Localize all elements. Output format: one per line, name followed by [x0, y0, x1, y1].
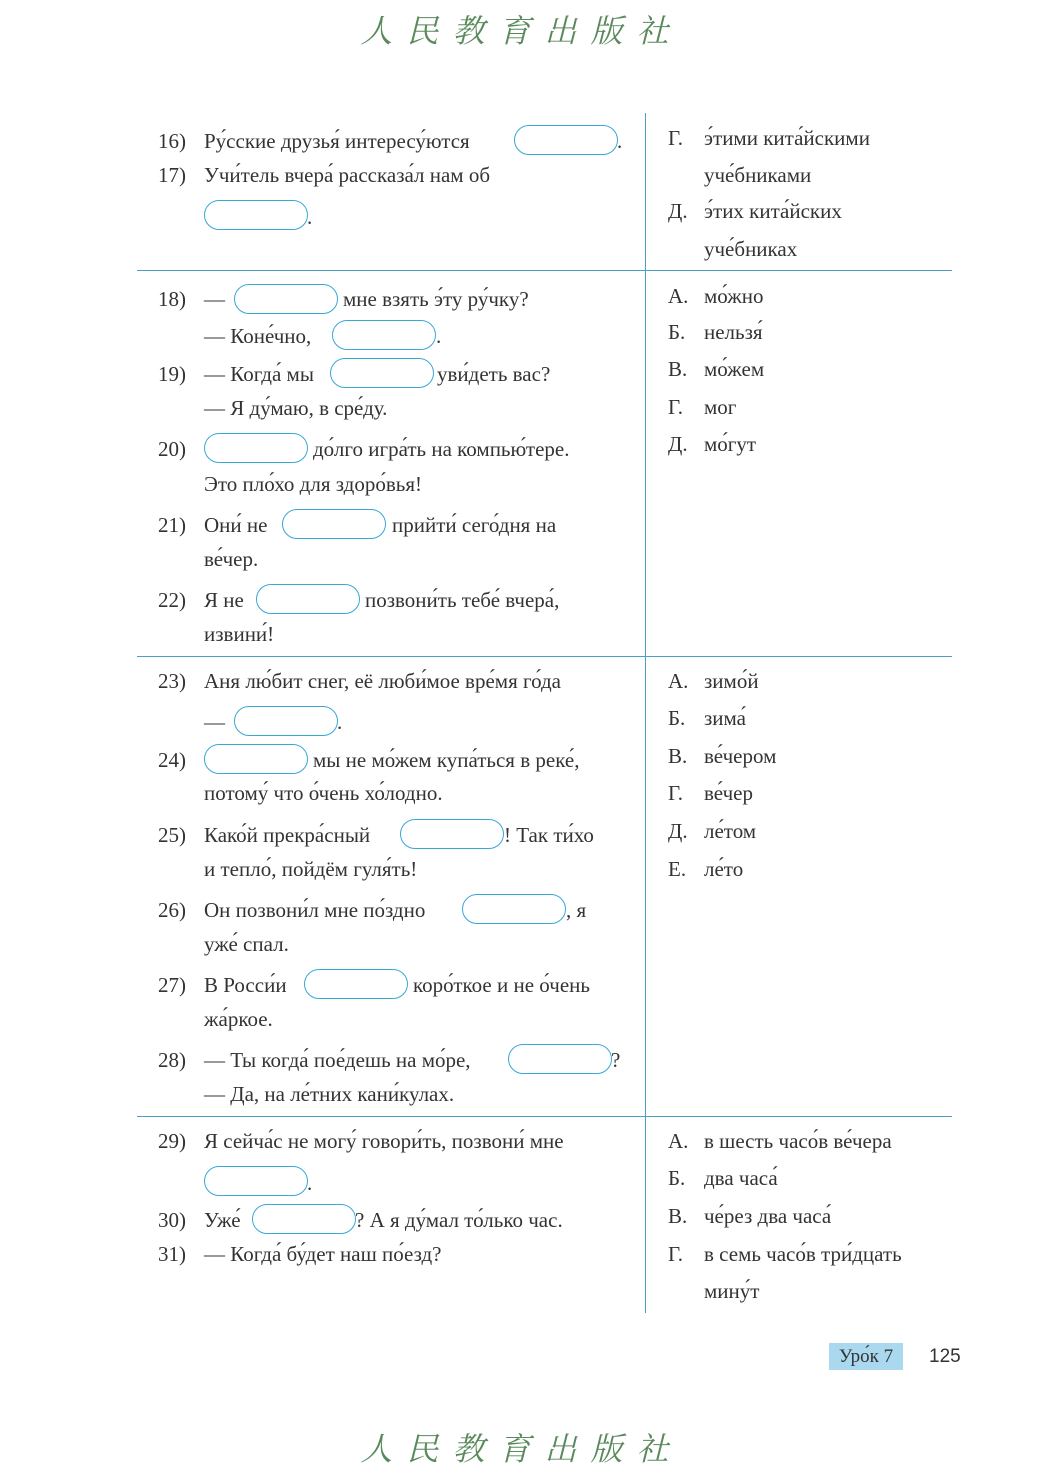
- option-text: зимо́й: [704, 669, 759, 693]
- option-letter: Г.: [668, 781, 684, 805]
- item-text: ве́чер.: [204, 547, 259, 571]
- item-text: .: [307, 205, 313, 229]
- answer-blank[interactable]: [332, 320, 436, 350]
- item-number: 29): [158, 1129, 186, 1153]
- option-letter: Д.: [668, 432, 688, 456]
- item-text: Я не: [204, 588, 244, 612]
- option-text: уче́бниках: [704, 237, 798, 261]
- option-letter: Д.: [668, 819, 688, 843]
- publisher-logo-bottom: 人民教育出版社: [360, 1430, 683, 1468]
- answer-blank[interactable]: [514, 125, 618, 155]
- option-text: ле́то: [704, 857, 744, 881]
- item-text: Я сейча́с не могу́ говори́ть, позвони́ мне: [204, 1129, 564, 1153]
- item-text: мы не мо́жем купа́ться в реке́,: [313, 748, 580, 772]
- answer-blank[interactable]: [234, 706, 338, 736]
- item-text: , я: [566, 898, 587, 922]
- lesson-label: Уро́к 7: [829, 1343, 903, 1370]
- option-text: мо́жно: [704, 284, 764, 308]
- option-text: мо́жем: [704, 357, 765, 381]
- item-number: 16): [158, 129, 186, 153]
- item-text: .: [337, 710, 343, 734]
- option-text: уче́бниками: [704, 163, 812, 187]
- answer-blank[interactable]: [330, 358, 434, 388]
- option-text: мог: [704, 395, 737, 419]
- item-text: коро́ткое и не о́чень: [413, 973, 590, 997]
- option-text: э́тими кита́йскими: [704, 126, 870, 150]
- item-text: В Росси́и: [204, 973, 287, 997]
- answer-blank[interactable]: [462, 894, 566, 924]
- option-letter: В.: [668, 357, 688, 381]
- table-row-divider: [137, 1116, 952, 1117]
- item-number: 24): [158, 748, 186, 772]
- answer-blank[interactable]: [204, 433, 308, 463]
- answer-blank[interactable]: [256, 584, 360, 614]
- option-letter: А.: [668, 669, 689, 693]
- item-text: Они́ не: [204, 513, 268, 537]
- item-text: уже́ спал.: [204, 932, 289, 956]
- item-number: 17): [158, 163, 186, 187]
- option-text: нельзя́: [704, 320, 763, 344]
- item-text: потому́ что о́чень хо́лодно.: [204, 781, 443, 805]
- answer-blank[interactable]: [204, 200, 308, 230]
- item-number: 22): [158, 588, 186, 612]
- table-row-divider: [137, 270, 952, 271]
- item-text: мне взять э́ту ру́чку?: [343, 287, 529, 311]
- option-text: зима́: [704, 706, 746, 730]
- answer-blank[interactable]: [204, 744, 308, 774]
- option-letter: Г.: [668, 395, 684, 419]
- item-text: —: [204, 287, 225, 311]
- table-column-divider: [645, 113, 646, 1313]
- item-text: — Когда́ бу́дет наш по́езд?: [204, 1242, 442, 1266]
- answer-blank[interactable]: [204, 1166, 308, 1196]
- item-text: извини́!: [204, 622, 275, 646]
- option-letter: Г.: [668, 126, 684, 150]
- item-number: 21): [158, 513, 186, 537]
- option-letter: Б.: [668, 1166, 686, 1190]
- option-letter: Б.: [668, 706, 686, 730]
- item-number: 23): [158, 669, 186, 693]
- answer-blank[interactable]: [282, 509, 386, 539]
- item-text: Он позвони́л мне по́здно: [204, 898, 426, 922]
- item-text: .: [307, 1171, 313, 1195]
- item-text: Ру́сские друзья́ интересу́ются: [204, 129, 470, 153]
- item-text: .: [436, 324, 442, 348]
- item-number: 26): [158, 898, 186, 922]
- item-number: 25): [158, 823, 186, 847]
- answer-blank[interactable]: [252, 1204, 356, 1234]
- item-number: 28): [158, 1048, 186, 1072]
- item-text: — Я ду́маю, в сре́ду.: [204, 396, 388, 420]
- option-letter: Г.: [668, 1242, 684, 1266]
- item-number: 20): [158, 437, 186, 461]
- item-text: Уже́: [204, 1208, 241, 1232]
- option-text: в шесть часо́в ве́чера: [704, 1129, 892, 1153]
- option-text: мо́гут: [704, 432, 757, 456]
- item-text: Аня лю́бит снег, её люби́мое вре́мя го́да: [204, 669, 561, 693]
- item-text: и тепло́, пойдём гуля́ть!: [204, 857, 418, 881]
- item-text: уви́деть вас?: [437, 362, 551, 386]
- item-text: ! Так ти́хо: [504, 823, 594, 847]
- option-text: э́тих кита́йских: [704, 199, 842, 223]
- option-letter: Д.: [668, 199, 688, 223]
- item-text: прийти́ сего́дня на: [392, 513, 557, 537]
- option-letter: В.: [668, 1204, 688, 1228]
- page-number: 125: [929, 1346, 961, 1367]
- answer-blank[interactable]: [234, 284, 338, 314]
- item-text: позвони́ть тебе́ вчера́,: [365, 588, 560, 612]
- table-row-divider: [137, 656, 952, 657]
- option-text: ле́том: [704, 819, 757, 843]
- item-text: .: [617, 129, 623, 153]
- option-letter: Б.: [668, 320, 686, 344]
- option-letter: В.: [668, 744, 688, 768]
- item-text: — Да, на ле́тних кани́кулах.: [204, 1082, 455, 1106]
- option-letter: А.: [668, 284, 689, 308]
- answer-blank[interactable]: [508, 1044, 612, 1074]
- item-text: — Когда́ мы: [204, 362, 314, 386]
- item-number: 30): [158, 1208, 186, 1232]
- item-text: — Коне́чно,: [204, 324, 312, 348]
- option-text: два часа́: [704, 1166, 778, 1190]
- publisher-logo-top: 人民教育出版社: [360, 12, 683, 50]
- item-number: 18): [158, 287, 186, 311]
- item-number: 27): [158, 973, 186, 997]
- item-number: 31): [158, 1242, 186, 1266]
- item-text: ?: [611, 1048, 621, 1072]
- option-text: ве́чером: [704, 744, 777, 768]
- item-text: до́лго игра́ть на компью́тере.: [313, 437, 570, 461]
- answer-blank[interactable]: [304, 969, 408, 999]
- option-text: че́рез два часа́: [704, 1204, 832, 1228]
- option-letter: А.: [668, 1129, 689, 1153]
- item-text: —: [204, 710, 225, 734]
- item-text: жа́ркое.: [204, 1007, 273, 1031]
- option-text: ве́чер: [704, 781, 753, 805]
- item-text: — Ты когда́ пое́дешь на мо́ре,: [204, 1048, 471, 1072]
- answer-blank[interactable]: [400, 819, 504, 849]
- option-text: мину́т: [704, 1279, 760, 1303]
- option-text: в семь часо́в три́дцать: [704, 1242, 902, 1266]
- item-text: Это пло́хо для здоро́вья!: [204, 472, 422, 496]
- item-number: 19): [158, 362, 186, 386]
- item-text: ? А я ду́мал то́лько час.: [355, 1208, 563, 1232]
- item-text: Како́й прекра́сный: [204, 823, 371, 847]
- option-letter: Е.: [668, 857, 687, 881]
- item-text: Учи́тель вчера́ рассказа́л нам об: [204, 163, 491, 187]
